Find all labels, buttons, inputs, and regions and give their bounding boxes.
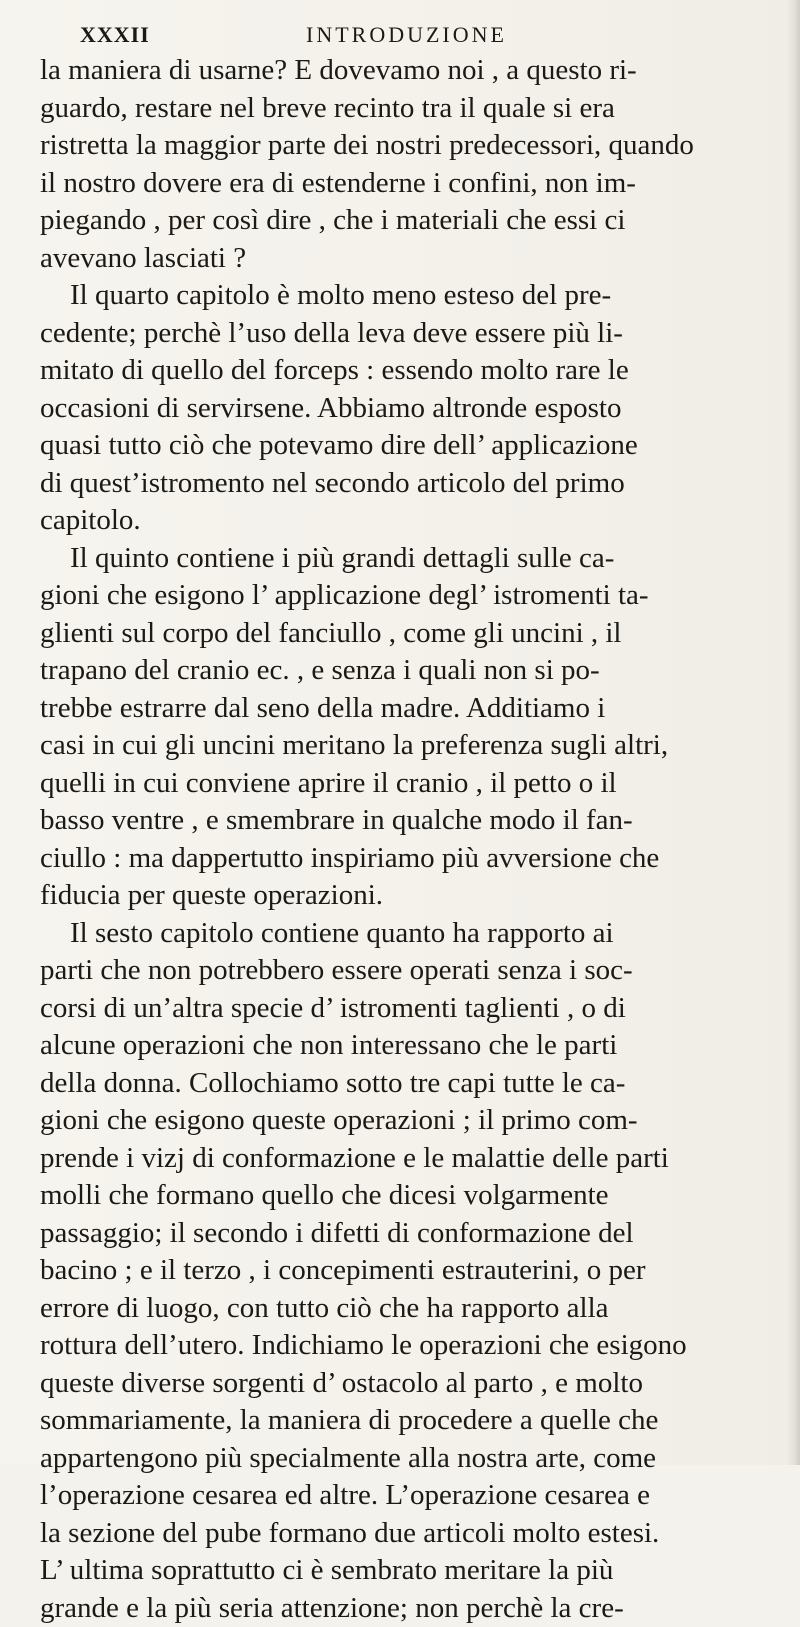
text-line: parti che non potrebbero essere operati senza i soc- [40,952,778,990]
text-line: quasi tutto ciò che potevamo dire dell’ applicazione [40,427,778,465]
text-line: quelli in cui conviene aprire il cranio , il petto o il [40,765,778,803]
paragraph-start-line: Il sesto capitolo contiene quanto ha rapporto ai [40,915,778,953]
paragraph-start-line: Il quarto capitolo è molto meno esteso del pre- [40,277,778,315]
text-line: bacino ; e il terzo , i concepimenti estrauterini, o per [40,1252,778,1290]
text-line: mitato di quello del forceps : essendo molto rare le [40,352,778,390]
text-line: errore di luogo, con tutto ciò che ha rapporto alla [40,1290,778,1328]
text-line: l’operazione cesarea ed altre. L’operazione cesarea e [40,1477,778,1515]
running-head: INTRODUZIONE [306,22,507,48]
text-line: la maniera di usarne? E dovevamo noi , a questo ri- [40,52,778,90]
text-line: queste diverse sorgenti d’ ostacolo al parto , e molto [40,1365,778,1403]
page-edge-shadow [786,0,800,1465]
body-text [40,52,778,1627]
text-line: sommariamente, la maniera di procedere a quelle che [40,1402,778,1440]
text-line: basso ventre , e smembrare in qualche modo il fan- [40,802,778,840]
page-number: XXXII [80,22,150,48]
text-line: gioni che esigono l’ applicazione degl’ istromenti ta- [40,577,778,615]
text-line: molli che formano quello che dicesi volgarmente [40,1177,778,1215]
text-line: casi in cui gli uncini meritano la preferenza sugli altri, [40,727,778,765]
text-line: appartengono più specialmente alla nostra arte, come [40,1440,778,1478]
text-line: L’ ultima soprattutto ci è sembrato meritare la più [40,1552,778,1590]
text-line: capitolo. [40,502,778,540]
text-line: glienti sul corpo del fanciullo , come gli uncini , il [40,615,778,653]
text-line: il nostro dovere era di estenderne i confini, non im- [40,165,778,203]
paragraph-start-line: Il quinto contiene i più grandi dettagli sulle ca- [40,540,778,578]
text-line: della donna. Collochiamo sotto tre capi tutte le ca- [40,1065,778,1103]
text-line: rottura dell’utero. Indichiamo le operazioni che esigono [40,1327,778,1365]
text-line: ciullo : ma dappertutto inspiriamo più avversione che [40,840,778,878]
text-line: trapano del cranio ec. , e senza i quali non si po- [40,652,778,690]
text-line: guardo, restare nel breve recinto tra il quale si era [40,90,778,128]
text-line: corsi di un’altra specie d’ istromenti taglienti , o di [40,990,778,1028]
text-line: cedente; perchè l’uso della leva deve essere più li- [40,315,778,353]
text-line: alcune operazioni che non interessano che le parti [40,1027,778,1065]
text-line: fiducia per queste operazioni. [40,877,778,915]
text-line: grande e la più seria attenzione; non perchè la cre- [40,1590,778,1627]
text-line: avevano lasciati ? [40,240,778,278]
text-line: occasioni di servirsene. Abbiamo altronde esposto [40,390,778,428]
page-header [80,18,600,52]
text-line: passaggio; il secondo i difetti di conformazione del [40,1215,778,1253]
text-line: la sezione del pube formano due articoli molto estesi. [40,1515,778,1553]
text-line: piegando , per così dire , che i materiali che essi ci [40,202,778,240]
text-line: gioni che esigono queste operazioni ; il primo com- [40,1102,778,1140]
text-line: prende i vizj di conformazione e le malattie delle parti [40,1140,778,1178]
text-line: ristretta la maggior parte dei nostri predecessori, quando [40,127,778,165]
text-line: di quest’istromento nel secondo articolo del primo [40,465,778,503]
text-line: trebbe estrarre dal seno della madre. Additiamo i [40,690,778,728]
